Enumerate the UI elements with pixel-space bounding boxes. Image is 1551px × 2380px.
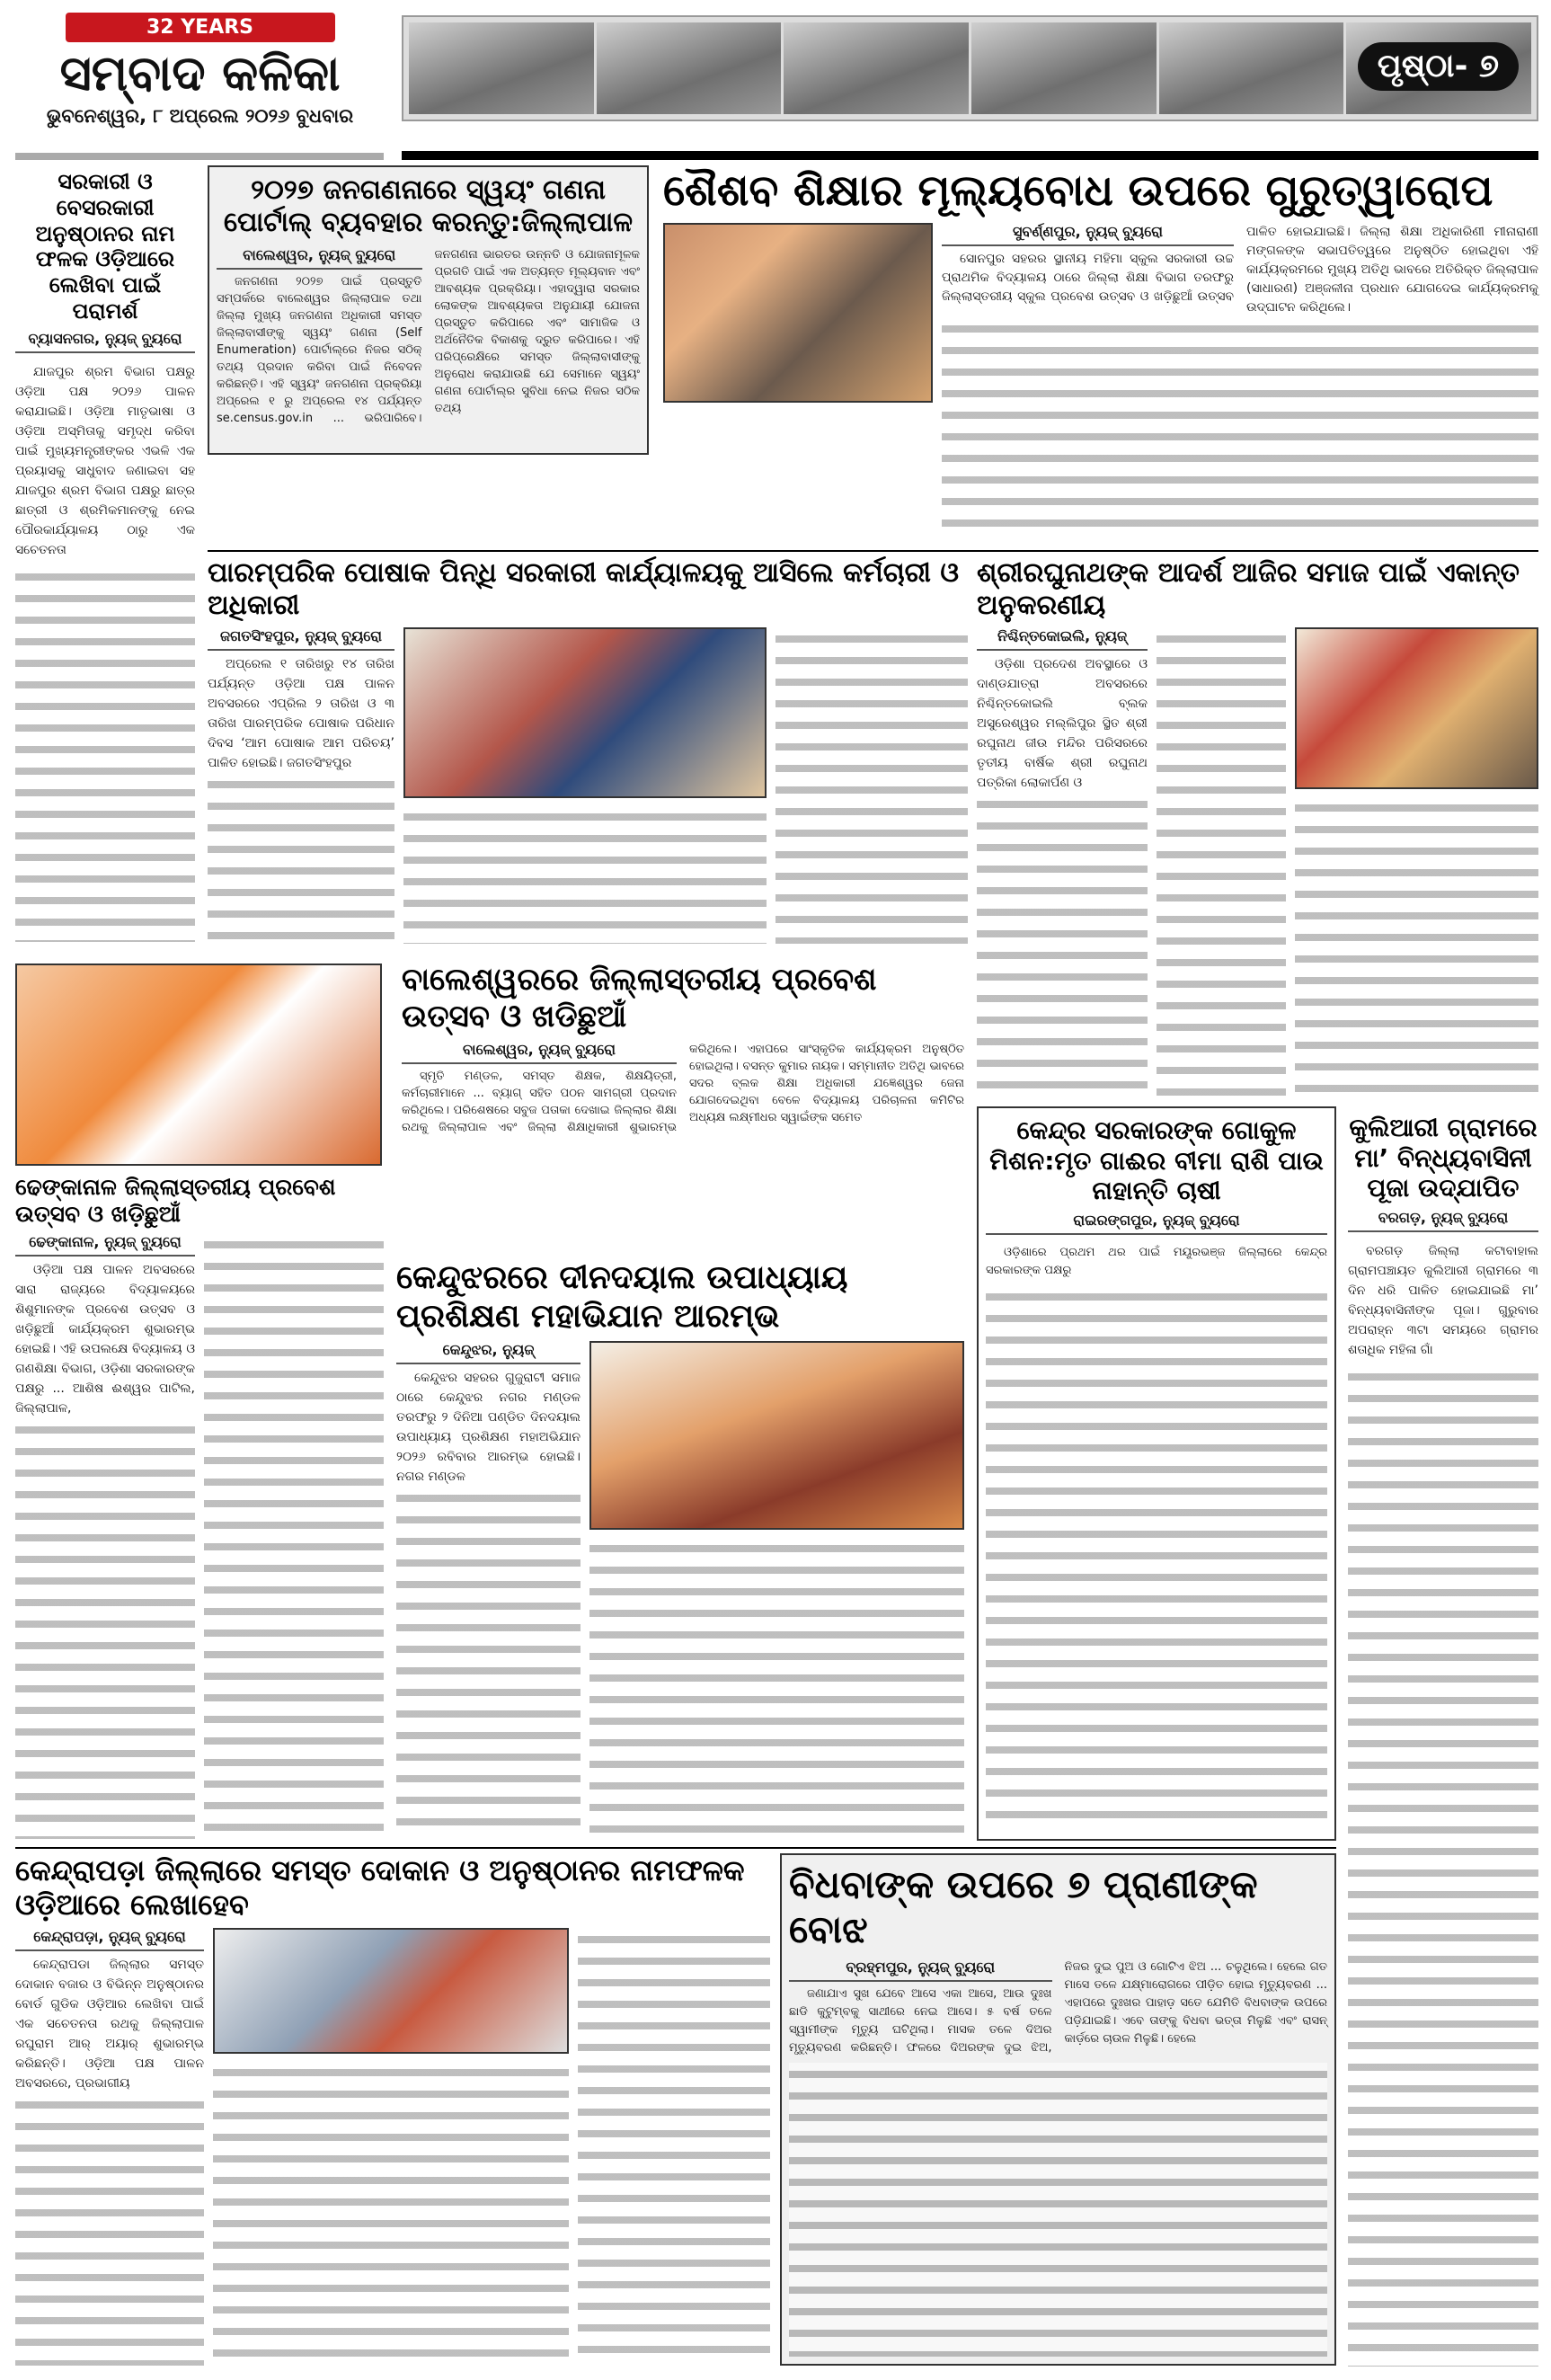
headline-poshak: ପାରମ୍ପରିକ ପୋଷାକ ପିନ୍ଧି ସରକାରୀ କାର୍ଯ୍ୟାଳୟକୁ ଆସିଲେ କର୍ମଚାରୀ ଓ ଅଧିକାରୀ [208, 557, 960, 621]
weaving-photo [597, 22, 782, 114]
years-ribbon: 32 YEARS [66, 13, 335, 42]
article-text-continued [578, 1928, 770, 2366]
headline-kendrapara: କେନ୍ଦ୍ରାପଡ଼ା ଜିଲ୍ଲାରେ ସମସ୍ତ ଦୋକାନ ଓ ଅନୁଷ୍ଠାନର ନାମଫଳକ ଓଡ଼ିଆରେ ଲେଖାହେବ [15, 1853, 745, 1923]
article-dhenkanal [15, 1174, 384, 1839]
article-text-continued [15, 2093, 204, 2366]
header-rule [402, 151, 1538, 160]
training-hall-photo [589, 1341, 964, 1530]
newspaper-logo: ସମ୍ବାଦ କଳିକା [59, 44, 341, 102]
temple-photo [409, 22, 594, 114]
byline: ଜଗତସିଂହପୁର, ନ୍ୟୁଜ୍ ବ୍ୟୁରୋ [208, 627, 394, 651]
dateline: ଭୁବନେଶ୍ୱର, ୮ ଅପ୍ରେଲ ୨୦୨୬ ବୁଧବାର [46, 104, 354, 127]
article-gokul [977, 1106, 1336, 1841]
ceremony-photo [1295, 627, 1538, 789]
article-body: ଅପ୍ରେଲ ୧ ତାରିଖରୁ ୧୪ ତାରିଖ ପର୍ଯ୍ୟନ୍ତ ଓଡ଼ିଆ ପକ୍ଷ ପାଳନ ଅବସରରେ ଏପ୍ରିଲ ୨ ତାରିଖ ଓ ୩ ତାରିଖ ପାରମ୍ପରିକ ପୋଷାକ ପରିଧାନ ଦିବସ ‘ଆମ ପୋଷାକ ଆମ ପରିଚୟ’ ପାଳିତ ହୋଇଛି। ଜଗତସିଂହପୁର [208, 657, 394, 770]
article-balasore-prabesh [402, 962, 964, 1251]
article-body: ଓଡ଼ିଶା ପ୍ରଦେଶ ଅବସ୍ଥାରେ ଓ ଦାଣ୍ଡଯାତ୍ରା ଅବସରରେ ନିଶ୍ଚିନ୍ତକୋଇଲି ବ୍ଲକ ଅସୁରେଶ୍ୱର ମଲ୍ଲିପୁର ସ୍ଥିତ ଶ୍ରୀ ରଘୁନାଥ ଜୀଉ ମନ୍ଦିର ପରିସରରେ ତୃତୀୟ ବାର୍ଷିକ ଶ୍ରୀ ରଘୁନାଥ ପତ୍ରିକା ଲୋକାର୍ପଣ ଓ [977, 657, 1148, 790]
article-text-continued [1295, 796, 1538, 1097]
school-event-photo [663, 223, 933, 403]
article-odia-nameboard [15, 169, 195, 942]
byline: ଢେଙ୍କାନାଳ, ନ୍ୟୁଜ୍ ବ୍ୟୁରୋ [15, 1233, 195, 1257]
byline: କେନ୍ଦ୍ରାପଡ଼ା, ନ୍ୟୁଜ୍ ବ୍ୟୁରୋ [15, 1928, 204, 1951]
article-keonjhar [396, 1258, 964, 1838]
section-rule [15, 1847, 1336, 1849]
article-poshak [208, 557, 968, 944]
article-shaishab [663, 165, 1538, 538]
byline: ବାଲେଶ୍ୱର, ନ୍ୟୁଜ୍ ବ୍ୟୁରୋ [217, 246, 422, 270]
masthead [9, 13, 391, 147]
article-text-continued [403, 805, 767, 944]
article-text-continued [204, 1233, 384, 1839]
prabesh-utsav-photo [15, 964, 382, 1166]
section-rule [208, 550, 1538, 552]
headline-balasore-prabesh: ବାଲେଶ୍ୱରରେ ଜିଲ୍ଲାସ୍ତରୀୟ ପ୍ରବେଶ ଉତ୍ସବ ଓ ଖଡିଛୁଆଁ [402, 962, 877, 1035]
awareness-rally-photo [213, 1928, 569, 2054]
article-body: ସ୍ମୃତି ମଣ୍ଡଳ, ସମସ୍ତ ଶିକ୍ଷକ, ଶିକ୍ଷୟିତ୍ରୀ, କର୍ମଚାରୀମାନେ ... ବ୍ୟାଗ୍ ସହିତ ପଠନ ସାମଗ୍ରୀ ପ୍ରଦାନ କରିଥିଲେ। ପରିଶେଷରେ ସବୁଜ ପତାକା ଦେଖାଇ ଜିଲ୍ଲାର ଶିକ୍ଷା ରଥକୁ ଜିଲ୍ଲାପାଳ ଏବଂ ଜିଲ୍ଲା ଶିକ୍ଷାଧିକାରୀ ଶୁଭାରମ୍ଭ କରିଥିଲେ। ଏହାପରେ ସାଂସ୍କୃତିକ କାର୍ଯ୍ୟକ୍ରମ ଅନୁଷ୍ଠିତ ହୋଇଥିଲା। ବସନ୍ତ କୁମାର ନାୟକ। ସମ୍ମାନୀତ ଅତିଥି ଭାବରେ ସଦର ବ୍ଲକ ଶିକ୍ଷା ଅଧିକାରୀ ଯଜ୍ଞେଶ୍ୱର ଜେନା ଯୋଗଦେଇଥିବା ବେଳେ ବିଦ୍ୟାଳୟ ପରିଚାଳନା କମିଟିର ଅଧ୍ୟକ୍ଷ ଲକ୍ଷ୍ମୀଧର ସ୍ୱାଇଁଙ୍କ ସମେତ [402, 1042, 964, 1134]
byline: ରାଇରଙ୍ଗପୁର, ନ୍ୟୁଜ୍ ବ୍ୟୁରୋ [986, 1212, 1327, 1235]
staff-traditional-dress-photo [403, 627, 767, 798]
article-text-continued [15, 1418, 195, 1839]
article-text-continued [977, 793, 1148, 1097]
article-body: ସୋନପୁର ସହରର ସ୍ଥାନୀୟ ମହିମା ସ୍କୁଲ ସରକାରୀ ଉଚ୍ଚ ପ୍ରାଥମିକ ବିଦ୍ୟାଳୟ ଠାରେ ଜିଲ୍ଲା ଶିକ୍ଷା ବିଭାଗ ତରଫରୁ ଜିଲ୍ଲାସ୍ତରୀୟ ସ୍କୁଲ ପ୍ରବେଶ ଉତ୍ସବ ଓ ଖଡ଼ିଛୁଆଁ ଉତ୍ସବ ପାଳିତ ହୋଇଯାଇଛି। ଜିଲ୍ଲା ଶିକ୍ଷା ଅଧିକାରିଣୀ ମୀନାରାଣୀ ମଙ୍ଗଳଙ୍କ ସଭାପତିତ୍ୱରେ ଅନୁଷ୍ଠିତ ହୋଇଥିବା ଏହି କାର୍ଯ୍ୟକ୍ରମରେ ମୁଖ୍ୟ ଅତିଥି ଭାବରେ ଅତିରିକ୍ତ ଜିଲ୍ଲାପାଳ (ସାଧାରଣ) ଅଞ୍ଜଳୀନା ପ୍ରଧାନ ଯୋଗଦେଇ କାର୍ଯ୍ୟକ୍ରମକୁ ଉଦ୍‌ଘାଟନ କରିଥିଲେ। [942, 224, 1538, 315]
article-text-continued [15, 565, 195, 942]
headline: ୨୦୨୭ ଜନଗଣନାରେ ସ୍ୱୟଂ ଗଣନା ପୋର୍ଟାଲ୍ ବ୍ୟବହାର କରନ୍ତୁ:ଜିଲ୍ଲାପାଳ [223, 174, 634, 238]
byline: ନିଶ୍ଚିନ୍ତକୋଇଲି, ନ୍ୟୁଜ୍ [977, 627, 1148, 651]
masthead-divider [15, 153, 384, 160]
article-kendrapara [15, 1853, 770, 2366]
article-text-continued [208, 773, 394, 944]
article-text-continued [789, 2063, 1327, 2357]
article-text-continued [942, 317, 1538, 538]
art-photo [971, 22, 1157, 114]
article-raghunath [977, 557, 1538, 1097]
women-photo [1159, 22, 1344, 114]
article-body: ଯାଜପୁର ଶ୍ରମ ବିଭାଗ ପକ୍ଷରୁ ଓଡ଼ିଆ ପକ୍ଷ ୨୦୨୬ ପାଳନ କରାଯାଇଛି। ଓଡ଼ିଆ ମାତୃଭାଷା ଓ ଓଡ଼ିଆ ଅସ୍ମିତାକୁ ସମୃଦ୍ଧ କରିବା ପାଇଁ ମୁଖ୍ୟମନ୍ତ୍ରୀଙ୍କର ଏଭଳି ଏକ ପ୍ରୟାସକୁ ସାଧୁବାଦ ଜଣାଇବା ସହ ଯାଜପୁର ଶ୍ରମ ବିଭାଗ ପକ୍ଷରୁ ଛାତ୍ର ଛାତ୍ରୀ ଓ ଶ୍ରମିକମାନଙ୍କୁ ନେଇ ପୌରକାର୍ଯ୍ୟାଳୟ ଠାରୁ ଏକ ସଚେତନତା [15, 364, 195, 557]
byline: ବ୍ୟାସନଗର, ନ୍ୟୁଜ୍ ବ୍ୟୁରୋ [15, 330, 195, 353]
article-body: ଜଣାଯାଏ ସୁଖ ଯେବେ ଆସେ ଏକା ଆସେ, ଆଉ ଦୁଃଖ ଛାଡି କୁଟୁମ୍ବକୁ ସାଥୀରେ ନେଇ ଆସେ। ୫ ବର୍ଷ ତଳେ ସ୍ୱାମୀଙ୍କ ମୃତ୍ୟୁ ଘଟିଥିଲା। ମାସକ ତଳେ ଦିଅର ମୃତ୍ୟୁବରଣ କରିଛନ୍ତି। ଫଳରେ ଦିଅରଙ୍କ ଦୁଇ ଝିଅ, ନିଜର ଦୁଇ ପୁଅ ଓ ଗୋଟିଏ ଝିଅ ... ଚଳୁଥିଲେ। ହେଲେ ଗତ ମାସେ ତଳେ ଯକ୍ଷ୍ମାରୋଗରେ ପୀଡ଼ିତ ହୋଇ ମୃତ୍ୟୁବରଣ ... ଏହାପରେ ଦୁଃଖର ପାହାଡ଼ ସତେ ଯେମିତି ବିଧବାଙ୍କ ଉପରେ ପଡ଼ିଯାଇଛି। ଏବେ ତାଙ୍କୁ ବିଧବା ଭତ୍ତା ମିଳୁଛି ଏବଂ ରାସନ୍ କାର୍ଡ଼ରେ ଚାଉଳ ମିଳୁଛି। ହେଲେ [789, 1959, 1327, 2055]
headline: କେନ୍ଦ୍ର ସରକାରଙ୍କ ଗୋକୁଳ ମିଶନ:ମୃତ ଗାଈର ବୀମା ରାଶି ପାଉ ନାହାନ୍ତି ଚାଷୀ [989, 1115, 1324, 1206]
byline: ବାଲେଶ୍ୱର, ନ୍ୟୁଜ୍ ବ୍ୟୁରୋ [402, 1041, 677, 1064]
article-bidhaba [780, 1853, 1336, 2366]
headline-dhenkanal: ଢେଙ୍କାନାଳ ଜିଲ୍ଲାସ୍ତରୀୟ ପ୍ରବେଶ ଉତ୍ସବ ଓ ଖଡ଼ିଛୁଆଁ [15, 1174, 336, 1227]
page-number: ପୃଷ୍ଠା- ୭ [1358, 42, 1519, 91]
children-photo [784, 22, 969, 114]
headline-raghunath: ଶ୍ରୀରଘୁନାଥଙ୍କ ଆଦର୍ଶ ଆଜିର ସମାଜ ପାଇଁ ଏକାନ୍ତ ଅନୁକରଣୀୟ [977, 557, 1520, 621]
article-text-continued [776, 627, 968, 944]
article-text-continued [213, 2061, 569, 2366]
article-body: କେନ୍ଦ୍ରାପଡା ଜିଲ୍ଲାର ସମସ୍ତ ଦୋକାନ ବଜାର ଓ ବିଭିନ୍ନ ଅନୁଷ୍ଠାନର ବୋର୍ଡ ଗୁଡିକ ଓଡ଼ିଆର ଲେଖିବା ପାଇଁ ଏକ ସଚେତନତା ରଥକୁ ଜିଲ୍ଲାପାଳ ରଘୁରାମ ଆର୍ ଅୟାର୍ ଶୁଭାରମ୍ଭ କରିଛନ୍ତି। ଓଡ଼ିଆ ପକ୍ଷ ପାଳନ ଅବସରରେ, ପ୍ରଭାଗୀୟ [15, 1957, 204, 2091]
article-body: ବରଗଡ଼ ଜିଲ୍ଲା କଟାବାହାଲ ଗ୍ରାମପଞ୍ଚାୟତ କୁଲିଆରୀ ଗ୍ରାମରେ ୩ ଦିନ ଧରି ପାଳିତ ହୋଇଯାଇଛି ମା’ ବିନ୍ଧ୍ୟବାସିନୀଙ୍କ ପୂଜା। ଗୁରୁବାର ଅପରାହ୍ନ ୩ଟା ସମୟରେ ଗ୍ରାମର ଶତାଧିକ ମହିଳା ଗାଁ [1348, 1243, 1538, 1357]
byline: ସୁବର୍ଣ୍ଣପୁର, ନ୍ୟୁଜ୍ ବ୍ୟୁରୋ [942, 223, 1234, 246]
article-kuliari [1348, 1113, 1538, 2367]
article-body: ଜନଗଣନା ୨୦୨୭ ପାଇଁ ପ୍ରସ୍ତୁତି ସମ୍ପର୍କରେ ବାଲେଶ୍ୱର ଜିଲ୍ଲାପାଳ ତଥା ଜିଲ୍ଲା ମୁଖ୍ୟ ଜନଗଣନା ଅଧିକାରୀ ସମସ୍ତ ଜିଲ୍ଲାବାସୀଙ୍କୁ ସ୍ୱୟଂ ଗଣନା (Self Enumeration) ପୋର୍ଟାଲ୍‌ରେ ନିଜର ସଠିକ୍ ତଥ୍ୟ ପ୍ରଦାନ କରିବା ପାଇଁ ନିବେଦନ କରିଛନ୍ତି। ଏହି ସ୍ୱୟଂ ଜନଗଣନା ପ୍ରକ୍ରିୟା ଅପ୍ରେଲ ୧ ରୁ ଅପ୍ରେଲ ୧୪ ପର୍ଯ୍ୟନ୍ତ se.census.gov.in ... ଭରିପାରିବେ। ଜନଗଣନା ଭାରତର ଉନ୍ନତି ଓ ଯୋଜନାମୂଳକ ପ୍ରଗତି ପାଇଁ ଏକ ଅତ୍ୟନ୍ତ ମୂଲ୍ୟବାନ ଏବଂ ଆବଶ୍ୟକ ପ୍ରକ୍ରିୟା। ଏହାଦ୍ୱାରା ସରକାର ଲୋକଙ୍କ ଆବଶ୍ୟକତା ଅନୁଯାୟୀ ଯୋଜନା ପ୍ରସ୍ତୁତ କରିପାରେ ଏବଂ ସାମାଜିକ ଓ ଅର୍ଥନୈତିକ ବିକାଶକୁ ଦ୍ରୁତ କରିପାରେ। ଏହି ପରିପ୍ରେକ୍ଷିରେ ସମସ୍ତ ଜିଲ୍ଲାବାସୀଙ୍କୁ ଅନୁରୋଧ କରାଯାଉଛି ଯେ ସେମାନେ ସ୍ୱୟଂ ଗଣନା ପୋର୍ଟାଲ୍‌ର ସୁବିଧା ନେଇ ନିଜର ସଠିକ ତଥ୍ୟ [217, 248, 640, 425]
lead-headline: ଶୈଶବ ଶିକ୍ଷାର ମୂଲ୍ୟବୋଧ ଉପରେ ଗୁରୁତ୍ୱାରୋପ [663, 165, 1493, 216]
byline: କେନ୍ଦୁଝର, ନ୍ୟୁଜ୍ [396, 1341, 581, 1364]
headline: କୁଲିଆରୀ ଗ୍ରାମରେ ମା’ ବିନ୍ଧ୍ୟବାସିନୀ ପୂଜା ଉଦ୍‌ଯାପିତ [1349, 1113, 1538, 1203]
headline: ବିଧବାଙ୍କ ଉପରେ ୭ ପ୍ରାଣୀଙ୍କ ବୋଝ [789, 1862, 1258, 1952]
byline: ବ୍ରହ୍ମପୁର, ନ୍ୟୁଜ୍ ବ୍ୟୁରୋ [789, 1958, 1052, 1982]
headline: ସରକାରୀ ଓ ବେସରକାରୀ ଅନୁଷ୍ଠାନର ନାମ ଫଳକ ଓଡ଼ିଆରେ ଲେଖିବା ପାଇଁ ପରାମର୍ଶ [35, 169, 175, 324]
article-body: ଓଡ଼ିଶାରେ ପ୍ରଥମ ଥର ପାଇଁ ମୟୂରଭଞ୍ଜ ଜିଲ୍ଲାରେ କେନ୍ଦ୍ର ସରକାରଙ୍କ ପକ୍ଷରୁ [986, 1245, 1327, 1277]
article-text-continued [589, 1537, 964, 1838]
article-text-continued [1157, 627, 1286, 1097]
banner-photo-strip [402, 15, 1538, 121]
article-text-continued [1348, 1365, 1538, 2367]
byline: ବରଗଡ଼, ନ୍ୟୁଜ୍ ବ୍ୟୁରୋ [1348, 1209, 1538, 1232]
article-body: କେନ୍ଦୁଝର ସହରର ଗୁଜୁରାଟୀ ସମାଜ ଠାରେ କେନ୍ଦୁଝର ନଗର ମଣ୍ଡଳ ତରଫରୁ ୨ ଦିନିଆ ପଣ୍ଡିତ ଦିନଦୟାଲ ଉପାଧ୍ୟାୟ ପ୍ରଶିକ୍ଷଣ ମହାଅଭିଯାନ ୨୦୨୬ ରବିବାର ଆରମ୍ଭ ହୋଇଛି। ନଗର ମଣ୍ଡଳ [396, 1371, 581, 1485]
article-text-continued [396, 1487, 581, 1838]
article-census [208, 165, 649, 455]
headline-keonjhar: କେନ୍ଦୁଝରରେ ଦୀନଦୟାଲ ଉପାଧ୍ୟାୟ ପ୍ରଶିକ୍ଷଣ ମହାଭିଯାନ ଆରମ୍ଭ [396, 1259, 848, 1336]
article-body: ଓଡ଼ିଆ ପକ୍ଷ ପାଳନ ଅବସରରେ ସାରା ରାଜ୍ୟରେ ବିଦ୍ୟାଳୟରେ ଶିଶୁମାନଙ୍କ ପ୍ରବେଶ ଉତ୍ସବ ଓ ଖଡ଼ିଛୁଆଁ କାର୍ଯ୍ୟକ୍ରମ ଶୁଭାରମ୍ଭ ହୋଇଛି। ଏହି ଉପଲକ୍ଷେ ବିଦ୍ୟାଳୟ ଓ ଗଣଶିକ୍ଷା ବିଭାଗ, ଓଡ଼ିଶା ସରକାରଙ୍କ ପକ୍ଷରୁ ... ଆଶିଷ ଈଶ୍ୱର ପାଟିଲ, ଜିଲ୍ଲାପାଳ, [15, 1263, 195, 1416]
article-text-continued [986, 1285, 1327, 1832]
